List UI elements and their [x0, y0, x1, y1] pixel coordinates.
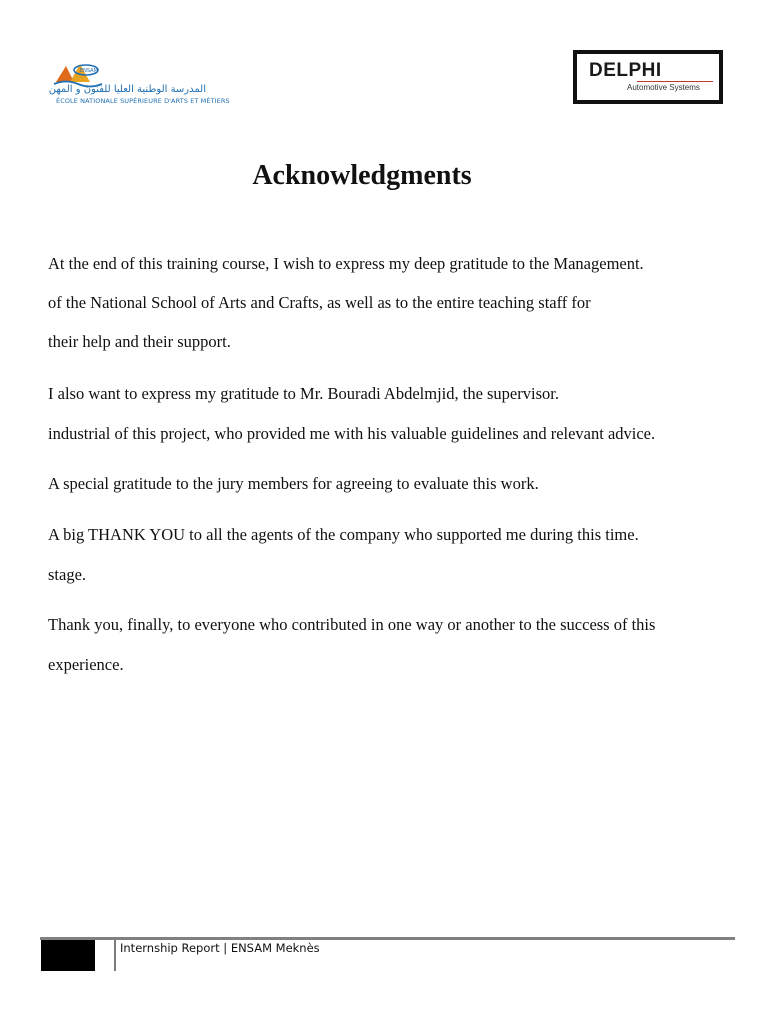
body-line: industrial of this project, who provided me with his valuable guidelines and relevant advice. — [48, 424, 656, 443]
footer-divider — [114, 940, 116, 971]
delphi-accent-rule — [637, 81, 713, 82]
body-line: their help and their support. — [48, 332, 231, 351]
page-title: Acknowledgments — [252, 160, 472, 191]
svg-text:ENSAM: ENSAM — [80, 68, 98, 74]
page-number-block — [41, 940, 95, 971]
delphi-logo-panel — [577, 54, 719, 100]
ensam-logo — [48, 60, 230, 108]
ensam-arabic-name: المدرسة الوطنية العليا للفنون و المهن — [48, 84, 206, 95]
body-line: experience. — [48, 655, 124, 674]
ensam-french-name: ÉCOLE NATIONALE SUPÉRIEURE D'ARTS ET MÉTIERS — [56, 97, 230, 105]
body-line: Thank you, finally, to everyone who contributed in one way or another to the success of this — [48, 615, 656, 634]
delphi-logo — [573, 50, 723, 104]
body-line: A big THANK YOU to all the agents of the company who supported me during this time. — [48, 525, 639, 544]
footer-text: Internship Report | ENSAM Meknès — [120, 941, 320, 955]
body-line: stage. — [48, 565, 87, 584]
body-line: At the end of this training course, I wish to express my deep gratitude to the Management. — [48, 254, 644, 273]
delphi-subtitle: Automotive Systems — [627, 83, 700, 92]
body-line: of the National School of Arts and Crafts, as well as to the entire teaching staff for — [48, 293, 591, 312]
delphi-wordmark: DELPHI — [589, 60, 662, 81]
body-line: A special gratitude to the jury members for agreeing to evaluate this work. — [48, 474, 539, 493]
body-line: I also want to express my gratitude to Mr. Bouradi Abdelmjid, the supervisor. — [48, 384, 559, 403]
